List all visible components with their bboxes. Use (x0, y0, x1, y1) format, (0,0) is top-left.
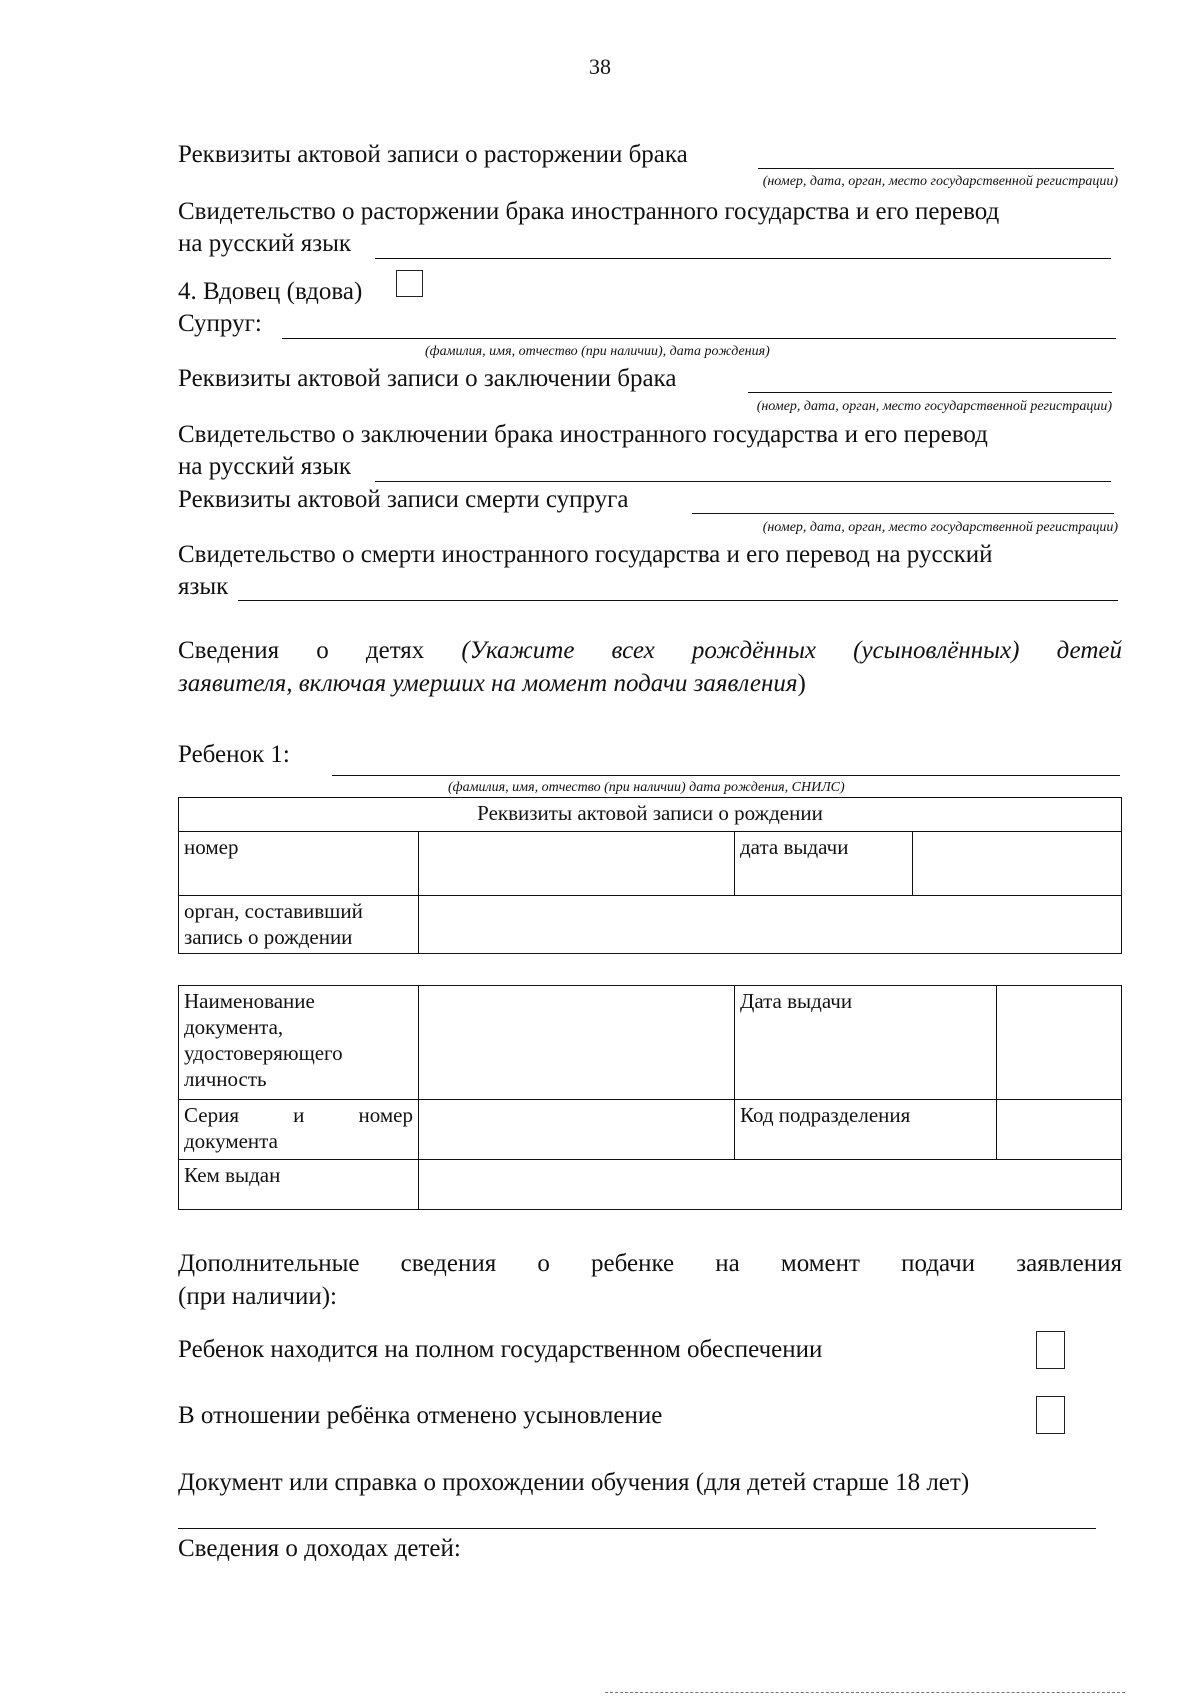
doc-dept-code-field[interactable] (997, 1100, 1122, 1160)
widow-label: 4. Вдовец (вдова) (178, 278, 363, 305)
spouse-line[interactable] (282, 338, 1116, 339)
doc-name-line: удостоверяющего (184, 1041, 343, 1065)
child1-line[interactable] (332, 775, 1120, 776)
authority-word: орган, составивший (184, 899, 363, 923)
intro-word: рождённых (691, 637, 817, 664)
divorce-record-label: Реквизиты актовой записи о расторжении брака (178, 141, 688, 168)
death-record-label: Реквизиты актовой записи смерти супруга (178, 486, 629, 513)
identity-document-table (178, 985, 1122, 1210)
additional-word: подачи (901, 1250, 976, 1277)
adoption-cancelled-label: В отношении ребёнка отменено усыновление (178, 1402, 663, 1429)
divorce-certificate-line2: на русский язык (178, 230, 352, 257)
intro-word: (усыновлённых) (853, 637, 1020, 664)
doc-name-field[interactable] (419, 986, 735, 1100)
doc-name-line: Наименование (184, 989, 315, 1013)
education-doc-label: Документ или справка о прохождении обучения (для детей старше 18 лет) (178, 1469, 970, 1496)
additional-word: момент (780, 1250, 860, 1277)
marriage-certificate-line1: Свидетельство о заключении брака иностранного государства и его перевод (178, 421, 988, 448)
children-intro-line2 (178, 669, 806, 699)
divorce-record-line[interactable] (758, 168, 1114, 169)
additional-word: о (537, 1250, 550, 1277)
marriage-certificate-line[interactable] (375, 481, 1111, 482)
series-word: Серия (184, 1103, 239, 1127)
intro-word: детей (1056, 637, 1122, 664)
additional-info-line1 (178, 1249, 1122, 1279)
death-record-line[interactable] (692, 513, 1114, 514)
death-certificate-line[interactable] (238, 600, 1118, 601)
marriage-certificate-line2: на русский язык (178, 453, 352, 480)
birth-number-label: номер (179, 832, 419, 896)
doc-dept-code-label: Код подразделения (735, 1100, 997, 1160)
intro-word: о (316, 637, 329, 664)
birth-record-table (178, 797, 1122, 954)
additional-info-line2: (при наличии): (178, 1283, 337, 1310)
spouse-caption: (фамилия, имя, отчество (при наличии), дата рождения) (425, 344, 770, 359)
page-number: 38 (589, 54, 611, 79)
additional-word: Дополнительные (178, 1250, 360, 1277)
doc-issued-by-label: Кем выдан (179, 1160, 419, 1210)
death-record-caption: (номер, дата, орган, место государственной регистрации) (762, 520, 1118, 535)
doc-series-label (179, 1100, 419, 1160)
series-word: и (293, 1103, 305, 1127)
marriage-record-label: Реквизиты актовой записи о заключении брака (178, 365, 677, 392)
adoption-cancelled-checkbox[interactable] (1036, 1396, 1065, 1434)
child1-label: Ребенок 1: (178, 741, 290, 768)
doc-issue-date-field[interactable] (997, 986, 1122, 1100)
birth-number-field[interactable] (419, 832, 735, 896)
child1-caption: (фамилия, имя, отчество (при наличии) дата рождения, СНИЛС) (448, 780, 845, 795)
authority-line2: запись о рождении (184, 925, 353, 949)
birth-record-header: Реквизиты актовой записи о рождении (179, 798, 1122, 832)
doc-name-line: личность (184, 1067, 267, 1091)
divorce-certificate-line[interactable] (375, 258, 1111, 259)
birth-issue-date-field[interactable] (913, 832, 1122, 896)
doc-issued-by-field[interactable] (419, 1160, 1122, 1210)
children-intro-line1 (178, 636, 1122, 666)
birth-authority-field[interactable] (419, 896, 1122, 954)
widow-checkbox[interactable] (396, 270, 423, 297)
series-word: номер (358, 1103, 413, 1127)
death-certificate-line1: Свидетельство о смерти иностранного государства и его перевод на русский (178, 541, 993, 568)
doc-name-label (179, 986, 419, 1100)
additional-word: на (715, 1250, 740, 1277)
scan-artifact-line (605, 1692, 1125, 1695)
marriage-record-line[interactable] (748, 392, 1112, 393)
spouse-label: Супруг: (178, 310, 262, 337)
intro-word: (Укажите (461, 637, 575, 664)
series-line2: документа (184, 1129, 278, 1153)
state-support-label: Ребенок находится на полном государственном обеспечении (178, 1336, 823, 1363)
income-label: Сведения о доходах детей: (178, 1535, 461, 1562)
state-support-checkbox[interactable] (1036, 1331, 1065, 1369)
intro-close-paren: ) (797, 670, 806, 697)
death-certificate-line2: язык (178, 573, 229, 600)
intro-word: Сведения (178, 637, 280, 664)
intro-line2-italic: заявителя, включая умерших на момент подачи заявления (178, 670, 798, 697)
divorce-record-caption: (номер, дата, орган, место государственной регистрации) (762, 174, 1118, 189)
intro-word: детях (365, 637, 425, 664)
marriage-record-caption: (номер, дата, орган, место государственной регистрации) (756, 399, 1112, 414)
doc-issue-date-label: Дата выдачи (735, 986, 997, 1100)
divorce-certificate-line1: Свидетельство о расторжении брака иностранного государства и его перевод (178, 198, 1000, 225)
doc-name-line: документа, (184, 1015, 284, 1039)
education-doc-line[interactable] (178, 1528, 1096, 1529)
additional-word: ребенке (591, 1250, 675, 1277)
additional-word: заявления (1016, 1250, 1122, 1277)
intro-word: всех (611, 637, 655, 664)
birth-issue-date-label: дата выдачи (735, 832, 913, 896)
additional-word: сведения (400, 1250, 497, 1277)
doc-series-field[interactable] (419, 1100, 735, 1160)
birth-authority-label (179, 896, 419, 954)
